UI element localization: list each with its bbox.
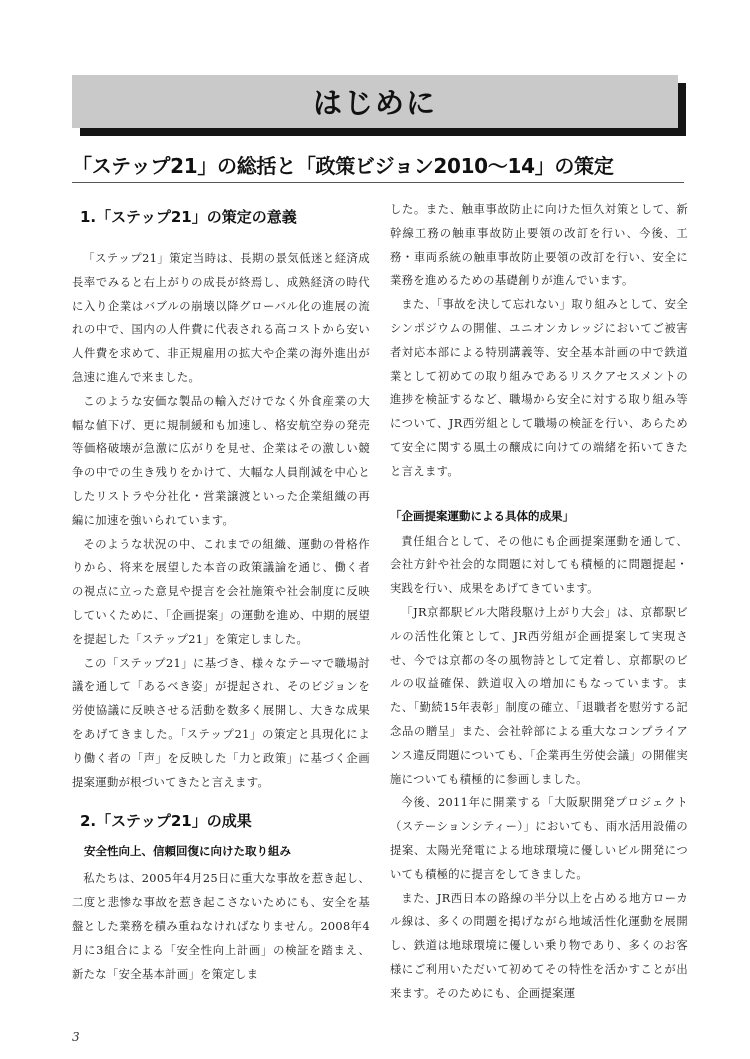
paragraph: また、「事故を決して忘れない」取り組みとして、安全シンポジウムの開催、ユニオンカレッジにおいてご被害者対応本部による特別講義等、安全基本計画の中で鉄道業として初めての取り組みであるリスクアセスメントの進捗を検証するなど、職場から安全に対する取り組み等について、JR西労組として職場の検証を行い、あらためて安全に関する風土の醸成に向けての端緒を拓いてきたと言えます。 bbox=[390, 298, 688, 478]
right-column bbox=[390, 198, 688, 1006]
document-subtitle: 「ステップ21」の総括と「政策ビジョン2010〜14」の策定 bbox=[72, 154, 614, 178]
section2-subheading: 安全性向上、信頼回復に向けた取り組み bbox=[84, 844, 291, 859]
paragraph: した。また、触車事故防止に向けた恒久対策として、新幹線工務の触車事故防止要領の改訂を行い、今後、工務・車両系統の触車事故防止要領の改訂を行い、安全に業務を進めるための基礎創りが進んでいます。 bbox=[390, 203, 688, 288]
paragraph: このような安価な製品の輸入だけでなく外食産業の大幅な値下げ、更に規制緩和も加速し、格安航空券の発売等価格破壊が急激に広がりを見せ、企業はその激しい競争の中での生き残りをかけて、大幅な人員削減を中心としたリストラや分社化・営業譲渡といった企業組織の再編に加速を強いられています。 bbox=[72, 394, 370, 527]
spacer bbox=[390, 484, 688, 502]
section2-heading: 2.「ステップ21」の成果 bbox=[80, 812, 252, 831]
subtitle-rule bbox=[72, 182, 684, 183]
paragraph: 今後、2011年に開業する「大阪駅開発プロジェクト（ステーションシティー）」においても、雨水活用設備の提案、太陽光発電による地球環境に優しいビル開発についても積極的に提言をしてきました。 bbox=[390, 796, 688, 881]
paragraph: この「ステップ21」に基づき、様々なテーマで職場討議を通して「あるべき姿」が提起され、そのビジョンを労使協議に反映させる活動を数多く展開し、大きな成果をあげてきました。「ステップ21」の策定と具現化により働く者の「声」を反映した「力と政策」に基づく企画提案運動が根づいてきたと言えます。 bbox=[72, 656, 370, 789]
section1-heading: 1.「ステップ21」の策定の意義 bbox=[80, 208, 297, 226]
paragraph: 「ステップ21」策定当時は、長期の景気低迷と経済成長率でみると右上がりの成長が終焉し、成熟経済の時代に入り企業はバブルの崩壊以降グローバル化の進展の流れの中で、国内の人件費に代表される高コストから安い人件費を求めて、非正規雇用の拡大や企業の海外進出が急速に進んで来ました。 bbox=[72, 252, 370, 384]
paragraph: また、JR西日本の路線の半分以上を占める地方ローカル線は、多くの問題を掲げながら地域活性化運動を展開し、鉄道は地球環境に優しい乗り物であり、多くのお客様にご利用いただいて初めてその特性を活かすことが出来ます。そのためにも、企画提案運 bbox=[390, 891, 688, 1000]
paragraph: 私たちは、2005年4月25日に重大な事故を惹き起し、二度と悲惨な事故を惹き起こさないためにも、安全を基盤とした業務を積み重ねなければなりません。2008年4月に3組合による「安全性向上計画」の検証を踏まえ、新たな「安全基本計画」を策定しま bbox=[72, 872, 370, 981]
right-subheading: 「企画提案運動による具体的成果」 bbox=[390, 508, 574, 523]
page-number: 3 bbox=[72, 1030, 80, 1044]
paragraph: そのような状況の中、これまでの組織、運動の骨格作りから、将来を展望した本音の政策議論を通じ、働く者の視点に立った意見や提言を会社施策や社会制度に反映していくために、「企画提案」の運動を進め、中期的展望を提起した「ステップ21」を策定しました。 bbox=[72, 537, 370, 646]
paragraph: 「JR京都駅ビル大階段駆け上がり大会」は、京都駅ビルの活性化策として、JR西労組が企画提案して実現させ、今では京都の冬の風物詩として定着し、京都駅のビルの収益確保、鉄道収入の増加にもなっています。また、「勤続15年表彰」制度の確立、「退職者を慰労する記念品の贈呈」また、会社幹部による重大なコンプライアンス違反問題についても、「企業再生労使会議」の開催実施についても積極的に参画しました。 bbox=[390, 605, 688, 786]
title-box bbox=[72, 75, 678, 128]
paragraph: 責任組合として、その他にも企画提案運動を通して、会社方針や社会的な問題に対しても積極的に問題提起・実践を行い、成果をあげてきています。 bbox=[390, 534, 688, 596]
left-column bbox=[72, 196, 370, 986]
page-title: はじめに bbox=[312, 86, 437, 120]
